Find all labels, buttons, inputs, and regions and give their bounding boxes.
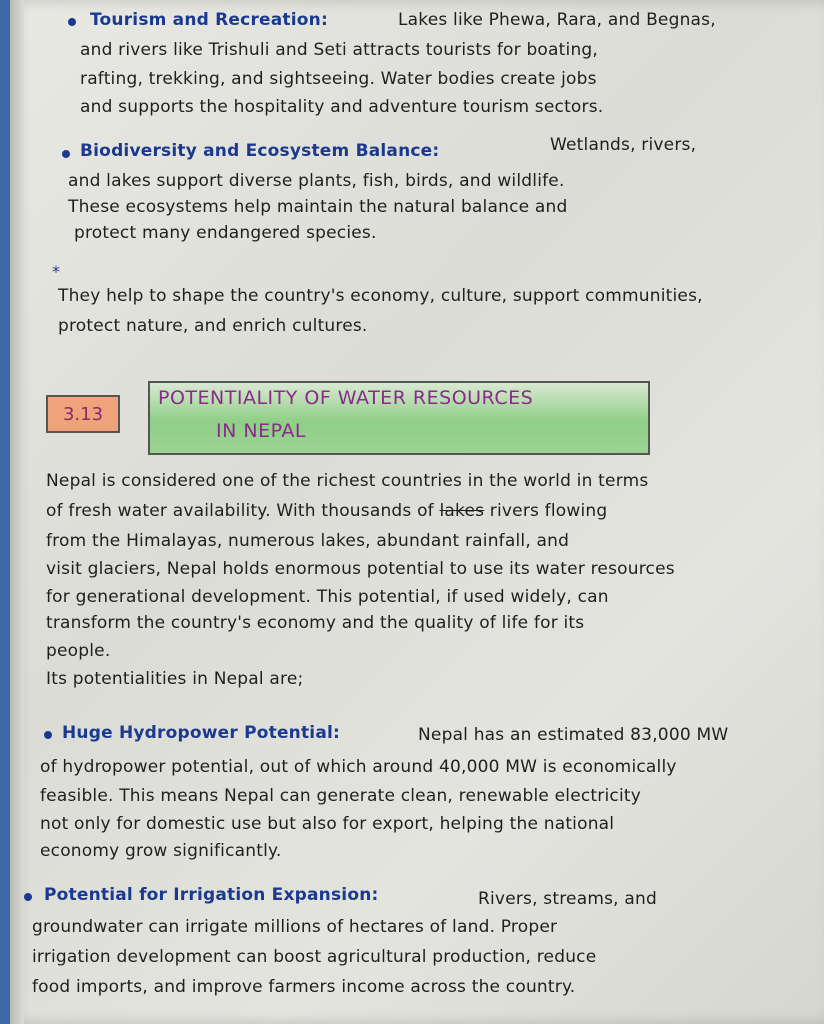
text-line: and supports the hospitality and adventure tourism sectors. <box>80 97 604 117</box>
bullet-icon <box>62 150 70 158</box>
text-line: Rivers, streams, and <box>478 889 657 909</box>
section-title-line1: POTENTIALITY OF WATER RESOURCES <box>158 387 534 409</box>
text-line: and lakes support diverse plants, fish, birds, and wildlife. <box>68 171 565 191</box>
text-line: Lakes like Phewa, Rara, and Begnas, <box>398 10 716 30</box>
text-line: rafting, trekking, and sightseeing. Water bodies create jobs <box>80 69 597 89</box>
bullet-icon <box>44 731 52 739</box>
text-line: people. <box>46 641 111 661</box>
struck-word: lakes <box>439 501 485 521</box>
text-line: irrigation development can boost agricultural production, reduce <box>32 947 597 967</box>
text-line: Wetlands, rivers, <box>550 135 697 155</box>
text-line: not only for domestic use but also for export, helping the national <box>40 814 615 834</box>
text-line: economy grow significantly. <box>40 841 282 861</box>
bullet-icon <box>24 893 32 901</box>
text-line: and rivers like Trishuli and Seti attracts tourists for boating, <box>80 40 599 60</box>
text-line: for generational development. This potential, if used widely, can <box>46 587 609 607</box>
hydropower-heading: Huge Hydropower Potential: <box>62 723 341 743</box>
irrigation-heading: Potential for Irrigation Expansion: <box>44 885 379 905</box>
page-spine-shadow <box>10 0 24 1024</box>
tourism-heading: Tourism and Recreation: <box>90 10 328 30</box>
text-line: transform the country's economy and the quality of life for its <box>46 613 585 633</box>
text-fragment: of fresh water availability. With thousands of <box>46 501 434 521</box>
text-line: Nepal is considered one of the richest countries in the world in terms <box>46 471 649 491</box>
text-line: from the Himalayas, numerous lakes, abundant rainfall, and <box>46 531 570 551</box>
section-title-box <box>148 381 650 455</box>
text-line: Its potentialities in Nepal are; <box>46 669 304 689</box>
text-line: protect many endangered species. <box>74 223 377 243</box>
bullet-icon <box>68 18 76 26</box>
text-line: feasible. This means Nepal can generate clean, renewable electricity <box>40 786 642 806</box>
section-title-line2: IN NEPAL <box>216 420 306 442</box>
text-line: Nepal has an estimated 83,000 MW <box>418 725 729 745</box>
text-line: These ecosystems help maintain the natural balance and <box>68 197 568 217</box>
biodiversity-heading: Biodiversity and Ecosystem Balance: <box>80 141 440 161</box>
text-line: food imports, and improve farmers income across the country. <box>32 977 576 997</box>
text-line <box>46 500 607 522</box>
text-line: They help to shape the country's economy, culture, support communities, <box>58 286 703 306</box>
text-fragment: rivers flowing <box>489 501 608 521</box>
text-line: of hydropower potential, out of which around 40,000 MW is economically <box>40 757 677 777</box>
text-line: protect nature, and enrich cultures. <box>58 316 368 336</box>
star-icon: * <box>52 262 60 281</box>
text-line: groundwater can irrigate millions of hectares of land. Proper <box>32 917 558 937</box>
section-number: 3.13 <box>46 395 120 433</box>
notebook-page <box>10 0 824 1024</box>
text-line: visit glaciers, Nepal holds enormous potential to use its water resources <box>46 559 675 579</box>
